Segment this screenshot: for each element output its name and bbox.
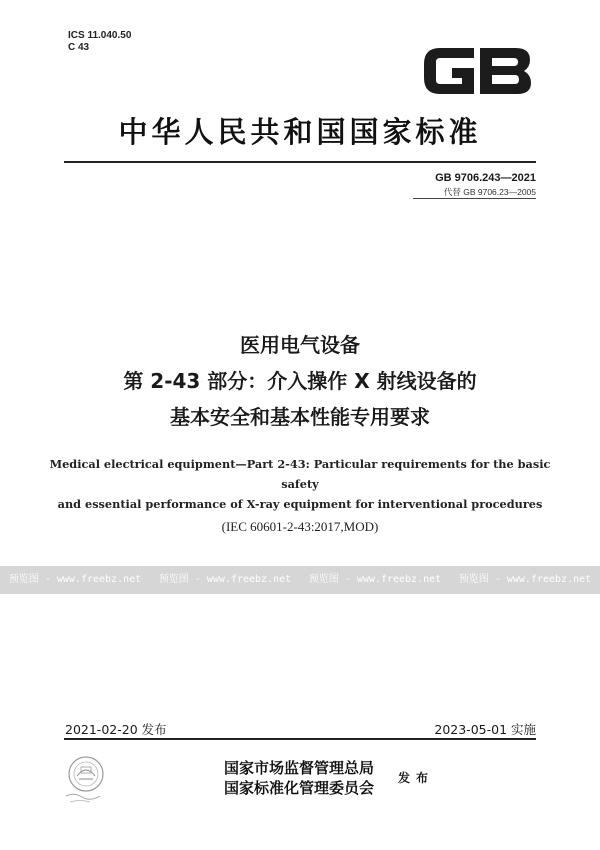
replaces-standard: 代替 GB 9706.23—2005 xyxy=(443,187,536,197)
watermark-text: 预览图 - www.freebz.net xyxy=(158,574,292,585)
chinese-title xyxy=(0,327,600,435)
issue-label: 发布 xyxy=(398,771,435,785)
watermark-text: 预览图 - www.freebz.net xyxy=(308,574,442,585)
footer-rule xyxy=(64,738,536,740)
gb-logo xyxy=(418,38,536,104)
issuer-line: 国家标准化管理委员会 xyxy=(224,779,375,797)
implement-date: 2023-05-01 实施 xyxy=(434,722,536,737)
standard-number: GB 9706.243—2021 xyxy=(435,172,536,184)
issuing-authorities xyxy=(224,758,374,798)
ics-code: ICS 11.040.50 xyxy=(68,30,132,41)
standard-number-rule xyxy=(413,198,536,199)
header-rule xyxy=(64,161,536,163)
watermark-band xyxy=(0,566,600,594)
english-title xyxy=(40,454,560,514)
anti-counterfeit-seal-icon xyxy=(60,752,112,806)
issuer-line: 国家市场监督管理总局 xyxy=(224,759,375,777)
national-standard-title: 中华人民共和国国家标准 xyxy=(118,115,482,149)
svg-text:GB: GB xyxy=(418,38,420,39)
watermark-text: 预览图 - www.freebz.net xyxy=(458,574,592,585)
publish-date: 2021-02-20 发布 xyxy=(65,722,167,737)
chinese-title-line: 医用电气设备 xyxy=(240,333,360,357)
iec-reference: (IEC 60601-2-43:2017,MOD) xyxy=(221,519,379,534)
chinese-title-line: 第 2-43 部分：介入操作 X 射线设备的 xyxy=(123,369,477,393)
chinese-title-line: 基本安全和基本性能专用要求 xyxy=(170,405,430,429)
english-title-line: Medical electrical equipment—Part 2-43: Particular requirements for the basic safety xyxy=(49,457,551,491)
english-title-line: and essential performance of X-ray equipment for interventional procedures xyxy=(57,497,543,511)
ccs-code: C 43 xyxy=(68,42,90,53)
watermark-text: 预览图 - www.freebz.net xyxy=(8,574,142,585)
classification-codes xyxy=(68,30,131,54)
